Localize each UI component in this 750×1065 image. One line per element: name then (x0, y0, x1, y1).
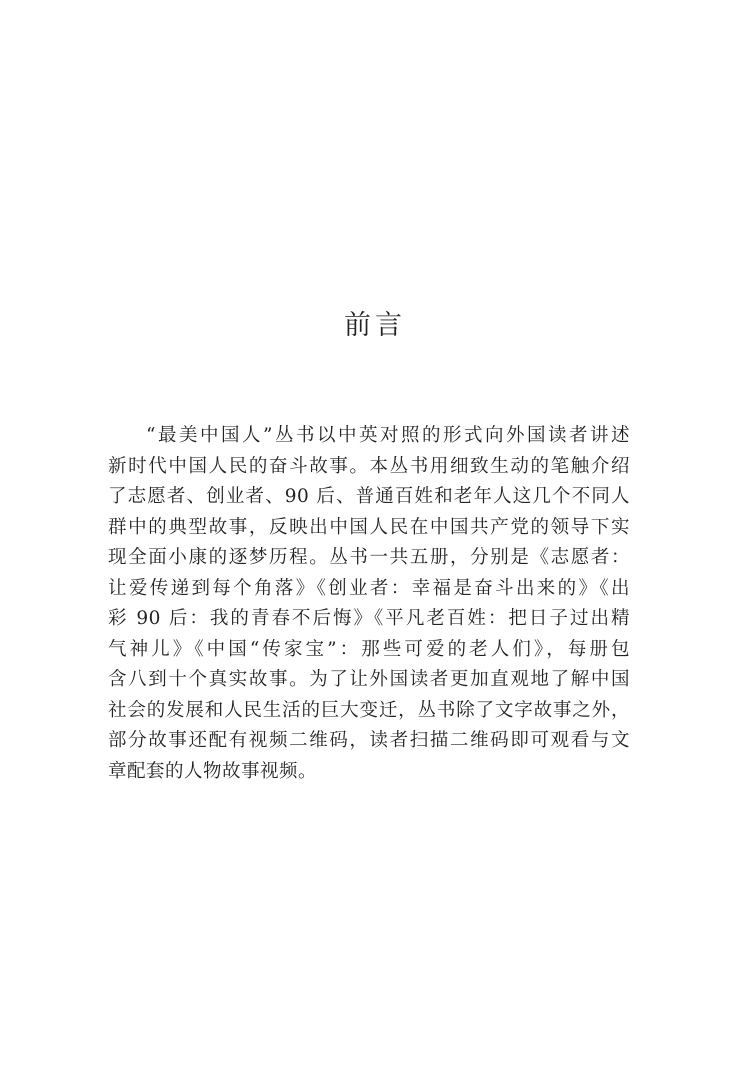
paragraph-line: 气神儿》《中国“传家宝”：那些可爱的老人们》，每册包 (108, 638, 630, 660)
preface-paragraph (108, 421, 630, 787)
paragraph-line: 现全面小康的逐梦历程。丛书一共五册，分别是《志愿者： (108, 547, 630, 568)
paragraph-line: 社会的发展和人民生活的巨大变迁，丛书除了文字故事之外， (108, 699, 630, 721)
paragraph-line: 新时代中国人民的奋斗故事。本丛书用细致生动的笔触介绍 (108, 455, 630, 477)
paragraph-line: “最美中国人”丛书以中英对照的形式向外国读者讲述 (146, 425, 630, 446)
paragraph-line: 让爱传递到每个角落》《创业者：幸福是奋斗出来的》《出 (108, 577, 630, 599)
paragraph-line: 彩 90 后：我的青春不后悔》《平凡老百姓：把日子过出精 (108, 608, 630, 629)
paragraph-line: 群中的典型故事，反映出中国人民在中国共产党的领导下实 (108, 516, 630, 538)
paragraph-line: 含八到十个真实故事。为了让外国读者更加直观地了解中国 (108, 669, 630, 690)
paragraph-line: 章配套的人物故事视频。 (108, 760, 318, 782)
paragraph-line: 了志愿者、创业者、90 后、普通百姓和老年人这几个不同人 (108, 486, 630, 507)
paragraph-line: 部分故事还配有视频二维码，读者扫描二维码即可观看与文 (108, 730, 630, 751)
page-title: 前言 (344, 310, 406, 341)
